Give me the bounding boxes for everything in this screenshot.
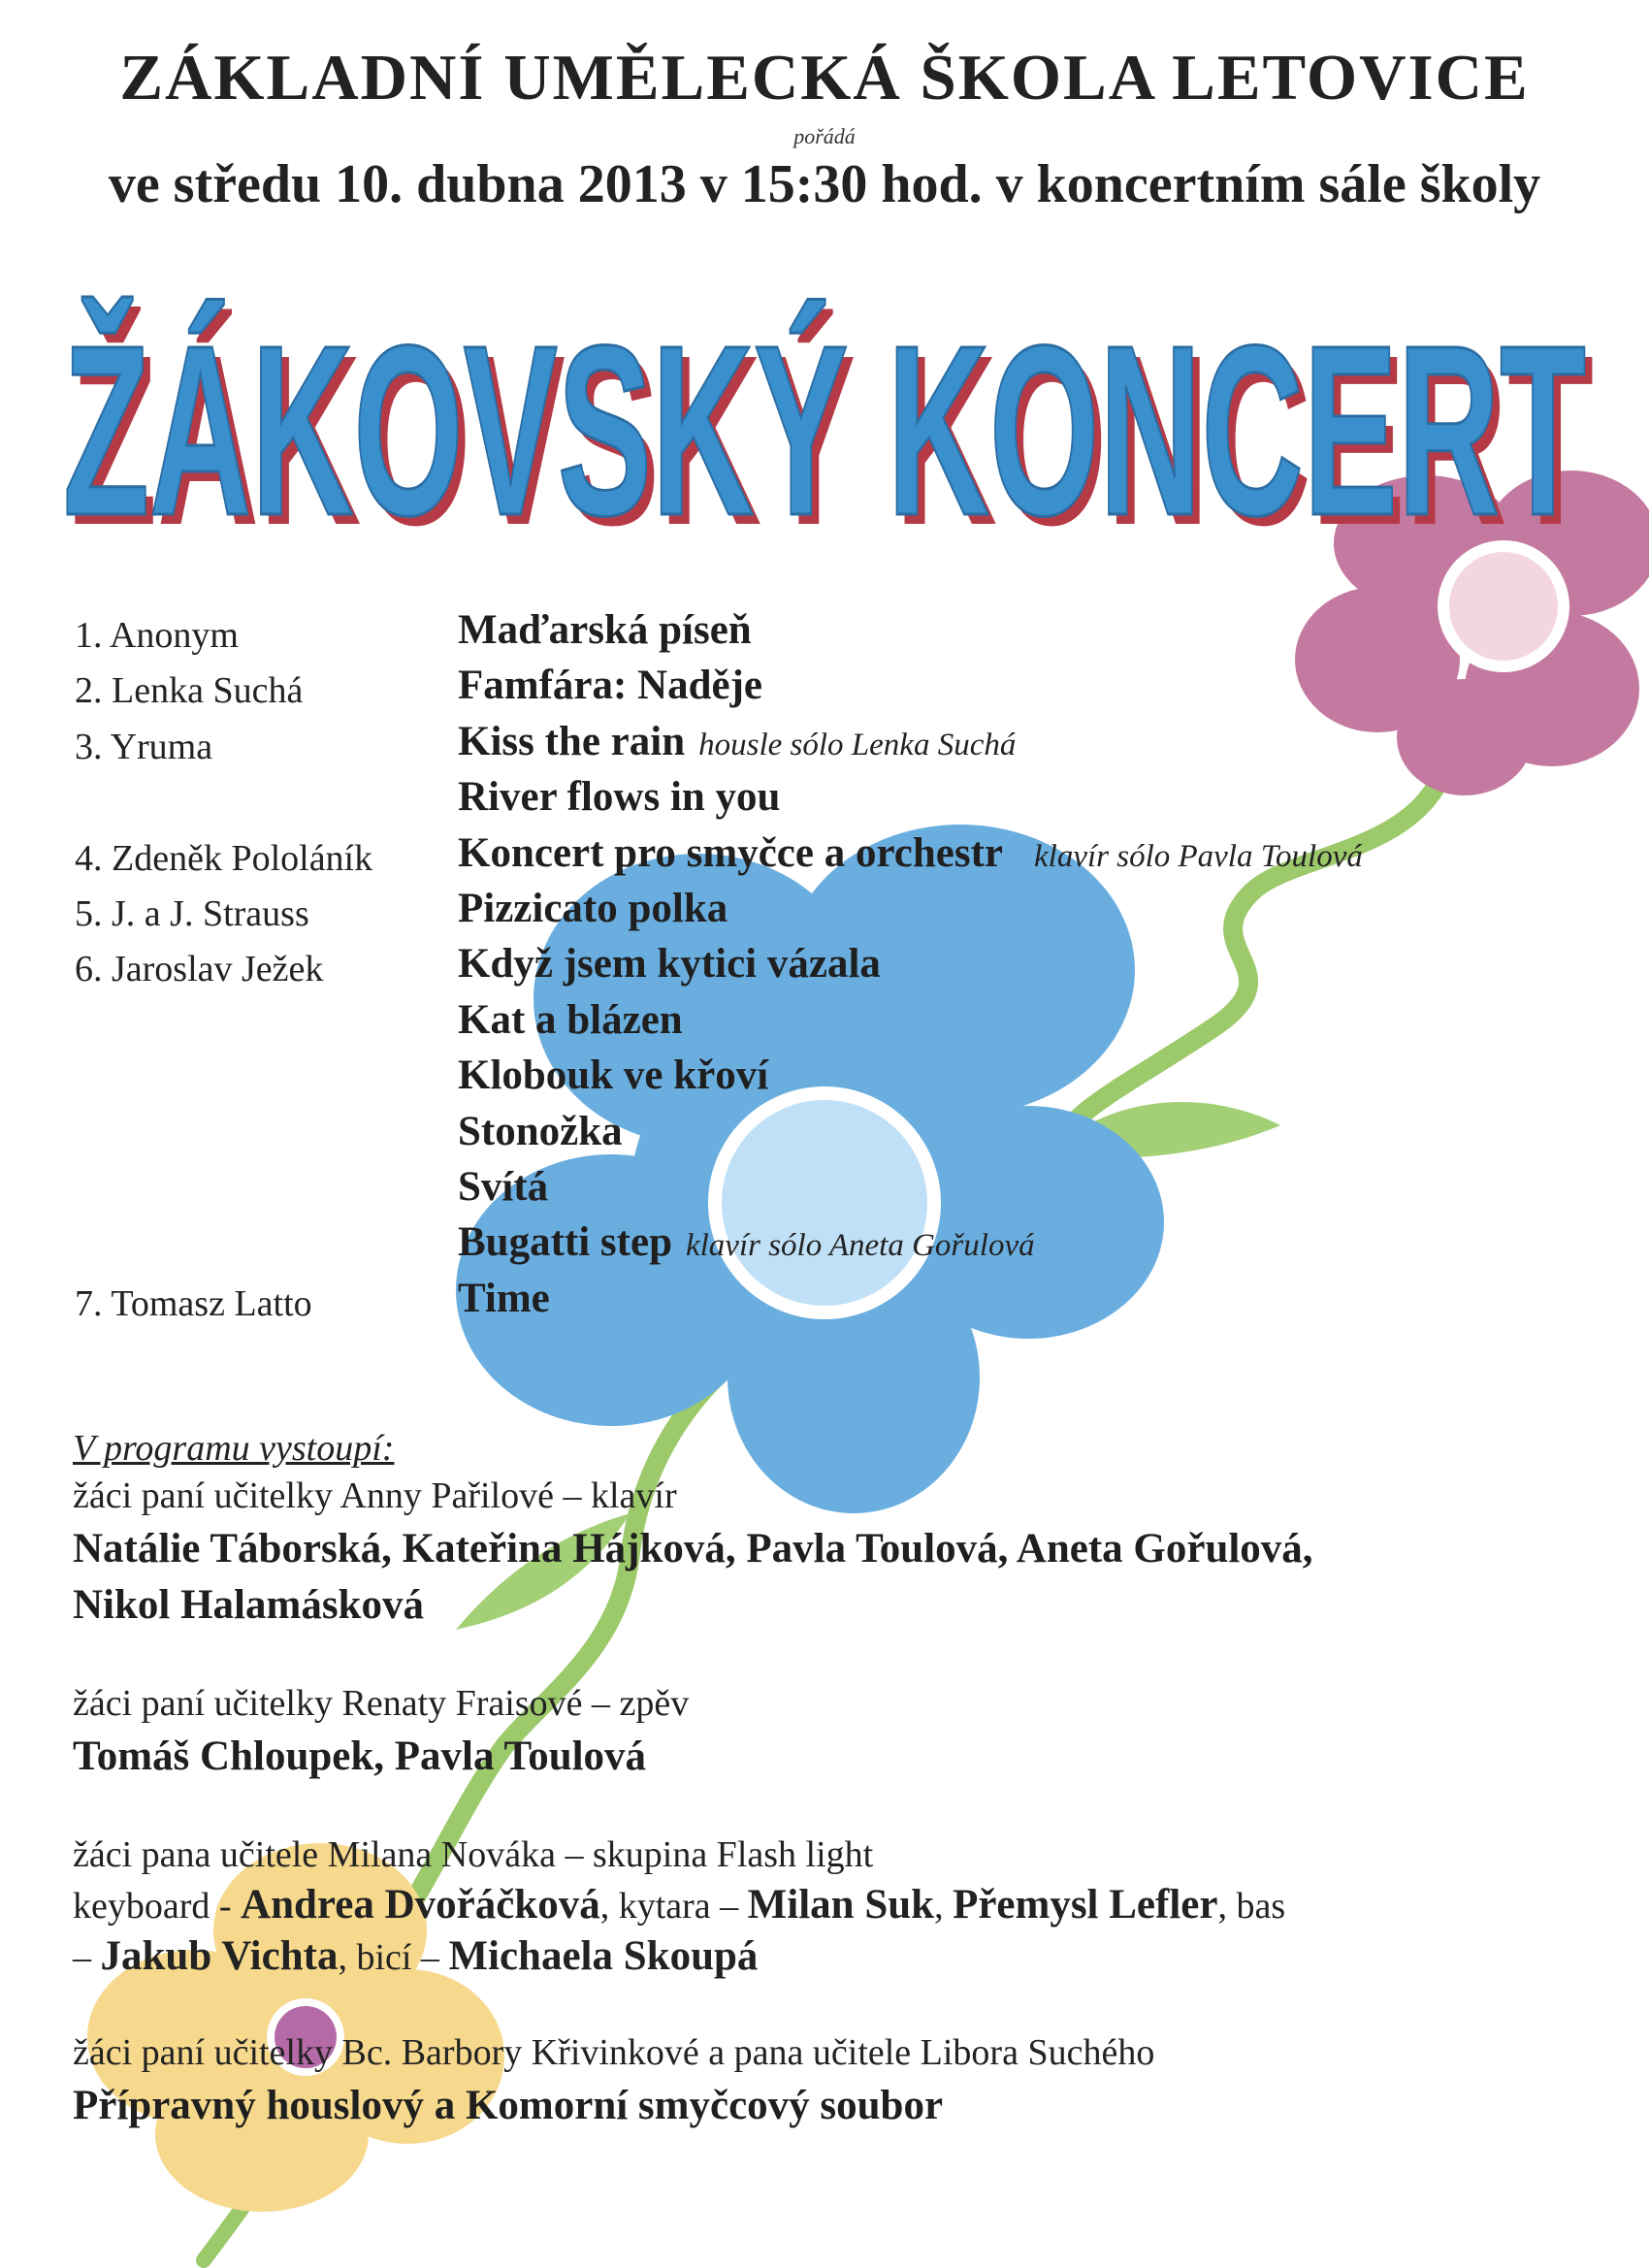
- band-line-2: [73, 1931, 1586, 1983]
- school-name: ZÁKLADNÍ UMĚLECKÁ ŠKOLA LETOVICE: [119, 42, 1530, 113]
- program-item: [0, 662, 1649, 717]
- piece: [458, 773, 780, 821]
- piece: [458, 606, 752, 654]
- group-teacher: žáci paní učitelky Renaty Fraisové – zpěv: [73, 1683, 690, 1724]
- piece: [458, 718, 1016, 765]
- piece-title: Koncert pro smyčce a orchestr: [458, 829, 1004, 876]
- piece-note: housle sólo Lenka Suchá: [698, 727, 1017, 762]
- performer-name: Milan Suk: [747, 1882, 935, 1928]
- piece-title: River flows in you: [458, 774, 781, 821]
- title-shadow: ŽÁKOVSKÝ KONCERT: [71, 305, 1594, 563]
- instrument-label: keyboard -: [73, 1886, 242, 1927]
- composer: 2. Lenka Suchá: [75, 670, 304, 712]
- piece: [458, 1052, 768, 1099]
- piece-title: Bugatti step: [458, 1219, 672, 1266]
- title-main: ŽÁKOVSKÝ KONCERT: [63, 295, 1586, 563]
- performer-name: Přemysl Lefler: [953, 1882, 1218, 1928]
- spacer: [73, 1785, 1586, 1830]
- group-teacher: žáci paní učitelky Anny Pařilové – klavír: [73, 1475, 677, 1516]
- program-item: [0, 773, 1649, 828]
- program-item: [0, 1163, 1649, 1218]
- piece: [458, 996, 683, 1044]
- performer-name: Andrea Dvořáčková: [241, 1882, 600, 1928]
- piece: [458, 940, 881, 988]
- piece-title: Svítá: [458, 1163, 549, 1210]
- composer: 3. Yruma: [75, 726, 213, 767]
- piece: [458, 885, 728, 932]
- concert-title: [0, 194, 1649, 563]
- piece-note: klavír sólo Pavla Toulová: [1034, 838, 1363, 874]
- presents-label: pořádá: [793, 124, 856, 148]
- spacer: [73, 1983, 1586, 2027]
- program-item: [0, 1218, 1649, 1274]
- piece-title: Klobouk ve křoví: [458, 1053, 769, 1099]
- composer: 5. J. a J. Strauss: [75, 892, 309, 934]
- program-item: [0, 885, 1649, 940]
- piece: [458, 1218, 1035, 1266]
- performers-section: [73, 1426, 1586, 2134]
- group-names: Nikol Halamásková: [73, 1582, 424, 1628]
- program-item: [0, 718, 1649, 773]
- program-item: [0, 1052, 1649, 1107]
- composer: 1. Anonym: [75, 615, 239, 656]
- piece-title: Kat a blázen: [458, 996, 683, 1043]
- performer-name: Jakub Vichta: [100, 1933, 339, 1979]
- piece-title: Pizzicato polka: [458, 885, 728, 931]
- dash: –: [73, 1937, 101, 1978]
- program-item: [0, 1275, 1649, 1330]
- piece-title: Time: [458, 1275, 550, 1321]
- group-names: Tomáš Chloupek, Pavla Toulová: [73, 1733, 647, 1779]
- band-line-1: [73, 1880, 1586, 1931]
- instrument-label: , bas: [1217, 1886, 1286, 1927]
- performer-name: Michaela Skoupá: [448, 1933, 759, 1979]
- piece-title: Stonožka: [458, 1108, 623, 1154]
- piece-title: Když jsem kytici vázala: [458, 941, 881, 988]
- piece-title: Famfára: Naděje: [458, 663, 763, 709]
- piece: [458, 1275, 550, 1322]
- piece: [458, 829, 1363, 877]
- composer: 7. Tomasz Latto: [75, 1282, 312, 1324]
- group-teacher: žáci pana učitele Milana Nováka – skupina Flash light: [73, 1834, 874, 1875]
- program-item: [0, 996, 1649, 1052]
- piece: [458, 1163, 548, 1211]
- piece-title: Maďarská píseň: [458, 607, 752, 653]
- spacer: [73, 1634, 1586, 1678]
- instrument-label: , kytara –: [599, 1886, 748, 1927]
- group-names: Přípravný houslový a Komorní smyčcový soubor: [73, 2083, 944, 2128]
- piece: [458, 662, 762, 709]
- piece-note: klavír sólo Aneta Gořulová: [685, 1228, 1035, 1264]
- program-list: [0, 606, 1649, 1330]
- piece: [458, 1108, 623, 1155]
- group-teacher: žáci paní učitelky Bc. Barbory Křivinkové a pana učitele Libora Suchého: [73, 2032, 1155, 2073]
- program-item: [0, 940, 1649, 995]
- program-item: [0, 829, 1649, 885]
- performers-heading: V programu vystoupí:: [73, 1428, 395, 1469]
- group-names: Natálie Táborská, Kateřina Hájková, Pavla Toulová, Aneta Gořulová,: [73, 1526, 1313, 1571]
- separator: ,: [934, 1886, 954, 1927]
- instrument-label: , bicí –: [338, 1937, 449, 1978]
- piece-title: Kiss the rain: [458, 718, 686, 764]
- program-item: [0, 1108, 1649, 1163]
- event-datetime: ve středu 10. dubna 2013 v 15:30 hod. v koncertním sále školy: [108, 154, 1541, 214]
- program-item: [0, 606, 1649, 662]
- composer: 4. Zdeněk Pololáník: [75, 837, 373, 879]
- composer: 6. Jaroslav Ježek: [75, 949, 324, 990]
